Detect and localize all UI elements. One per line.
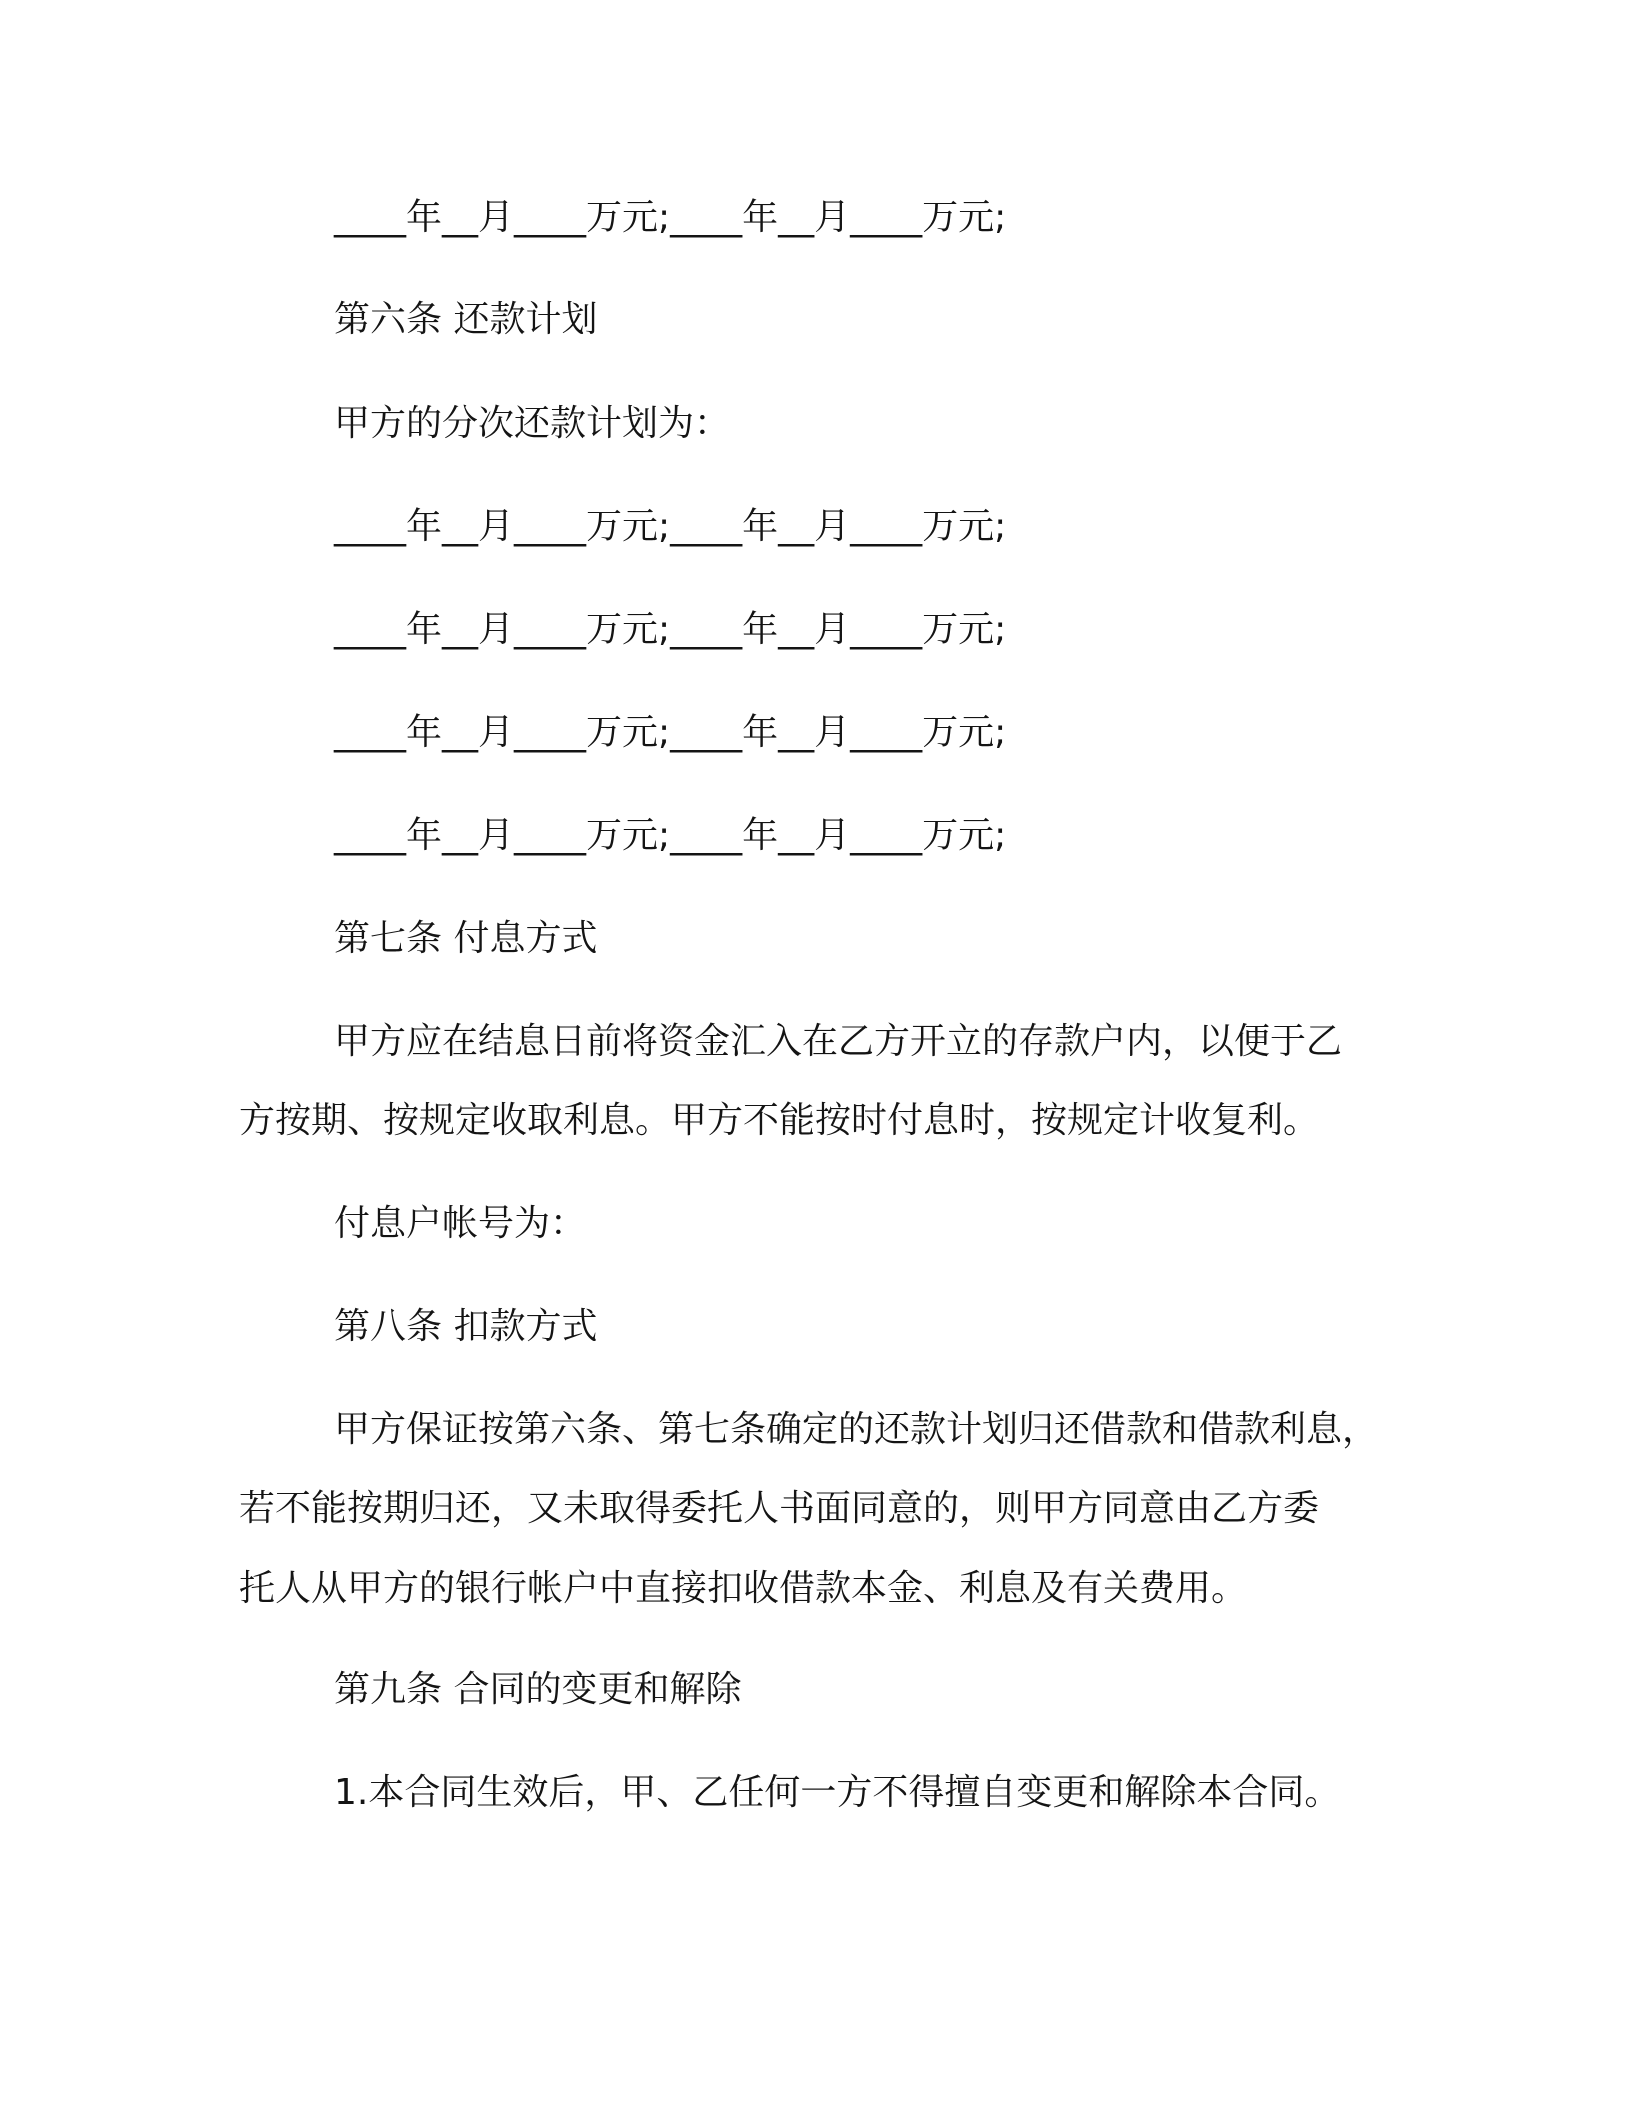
article-8-paragraph-line-3: 托人从甲方的银行帐户中直接扣收借款本金、利息及有关费用。	[239, 1568, 1248, 1609]
installment-plan-intro: 甲方的分次还款计划为：	[334, 403, 731, 444]
interest-account-label: 付息户帐号为：	[334, 1203, 587, 1244]
article-8-paragraph-line-1: 甲方保证按第六条、第七条确定的还款计划归还借款和借款利息，	[334, 1409, 1379, 1450]
installment-line-4: ____年__月____万元;____年__月____万元;	[334, 815, 1007, 856]
installment-line-1: ____年__月____万元;____年__月____万元;	[334, 506, 1007, 547]
article-8-heading: 第八条 扣款方式	[334, 1306, 598, 1347]
payment-schedule-line: ____年__月____万元;____年__月____万元;	[334, 197, 1007, 238]
article-7-paragraph-line-1: 甲方应在结息日前将资金汇入在乙方开立的存款户内，以便于乙	[334, 1021, 1343, 1062]
installment-line-2: ____年__月____万元;____年__月____万元;	[334, 609, 1007, 650]
article-6-heading: 第六条 还款计划	[334, 299, 598, 340]
article-8-paragraph-line-2: 若不能按期归还，又未取得委托人书面同意的，则甲方同意由乙方委	[239, 1488, 1320, 1529]
article-7-heading: 第七条 付息方式	[334, 918, 598, 959]
article-7-paragraph-line-2: 方按期、按规定收取利息。甲方不能按时付息时，按规定计收复利。	[239, 1100, 1320, 1141]
installment-line-3: ____年__月____万元;____年__月____万元;	[334, 712, 1007, 753]
article-9-heading: 第九条 合同的变更和解除	[334, 1669, 742, 1710]
article-9-clause-1: 1.本合同生效后，甲、乙任何一方不得擅自变更和解除本合同。	[334, 1772, 1341, 1813]
